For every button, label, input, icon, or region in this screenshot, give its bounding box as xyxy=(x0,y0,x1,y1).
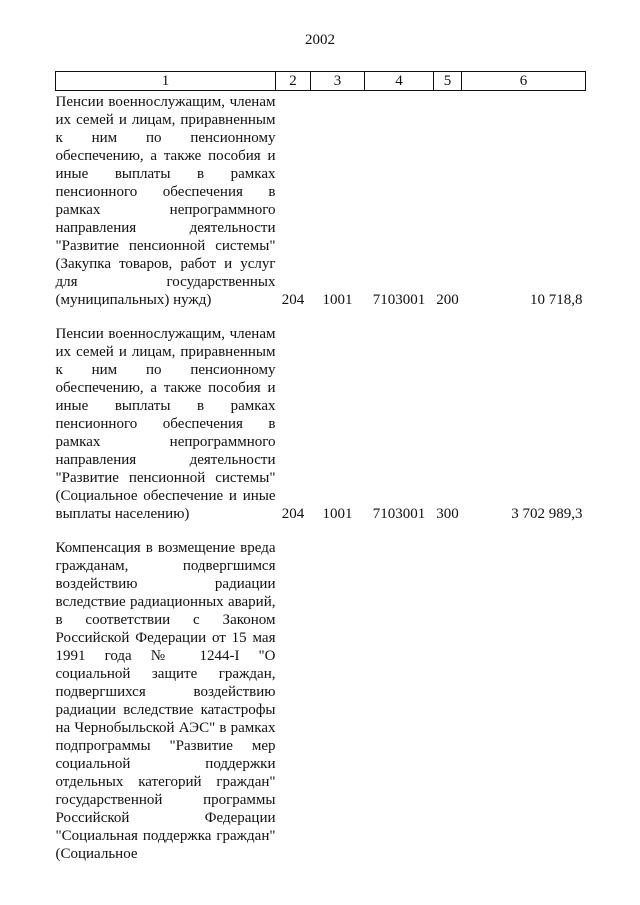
section-code: 1001 xyxy=(322,506,353,522)
budget-table xyxy=(55,71,586,877)
expense-type-code: 200 xyxy=(436,292,459,308)
target-article-code xyxy=(365,537,434,877)
header-cell-5: 5 xyxy=(434,72,462,91)
expense-name: Компенсация в возмещение вреда гражданам, подвергшимся воздействию радиации вследствие радиационных аварий, в соответствии с Законом Российской Федерации от 15 мая 1991 года № 1244-I "О социальной защите граждан, подвергшихся воздействию радиации вследствие катастрофы на Чернобыльской АЭС" в рамках подпрограммы "Развитие мер социальной поддержки отдельных категорий граждан" государственной программы Российской Федерации "Социальная поддержка граждан" (Социальное xyxy=(55,540,276,862)
header-cell-6: 6 xyxy=(462,72,586,91)
expense-type-code xyxy=(434,537,462,877)
expense-name: Пенсии военнослужащим, членам их семей и лицам, приравненным к ним по пенсионному обеспечению, а также пособия и иные выплаты в рамках пенсионного обеспечения в рамках непрограммного направления деятельности "Развитие пенсионной системы" (Социальное обеспечение и иные выплаты населению) xyxy=(55,326,276,522)
section-code: 1001 xyxy=(322,292,353,308)
table-row xyxy=(56,91,586,324)
header-cell-4: 4 xyxy=(365,72,434,91)
header-cell-3: 3 xyxy=(311,72,365,91)
page-number: 2002 xyxy=(305,32,335,48)
amount: 3 702 989,3 xyxy=(511,506,583,522)
header-cell-2: 2 xyxy=(276,72,311,91)
target-article-code: 7103001 xyxy=(372,292,426,308)
ministry-code xyxy=(276,537,311,877)
header-row xyxy=(56,72,586,91)
target-article-code: 7103001 xyxy=(372,506,426,522)
header-cell-1: 1 xyxy=(56,72,276,91)
ministry-code: 204 xyxy=(281,292,305,308)
table-row xyxy=(56,537,586,877)
ministry-code: 204 xyxy=(281,506,305,522)
table-row xyxy=(56,323,586,537)
expense-type-code: 300 xyxy=(436,506,459,522)
amount: 10 718,8 xyxy=(530,292,583,308)
expense-name: Пенсии военнослужащим, членам их семей и лицам, приравненным к ним по пенсионному обеспечению, а также пособия и иные выплаты в рамках пенсионного обеспечения в рамках непрограммного направления деятельности "Развитие пенсионной системы" (Закупка товаров, работ и услуг для государственных (муниципальных) нужд) xyxy=(55,94,276,308)
section-code xyxy=(311,537,365,877)
amount xyxy=(462,537,586,877)
table-header xyxy=(56,72,586,91)
